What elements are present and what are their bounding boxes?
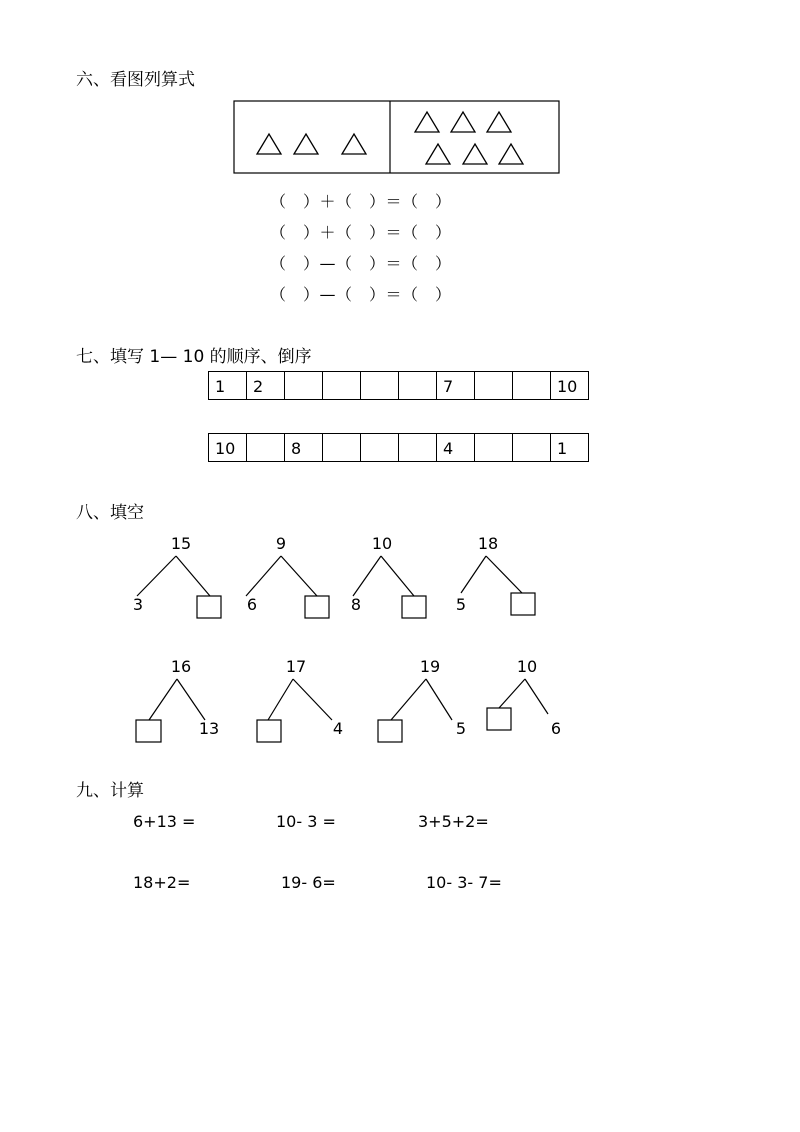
answer-box [136,720,161,742]
sequence-cell[interactable]: 1 [551,433,589,462]
tree-left-number: 5 [455,595,467,614]
calc-problem: 3+5+2= [418,812,489,831]
tree-top-number: 9 [275,534,287,553]
answer-box [511,593,535,615]
triangle-icon [415,112,439,132]
triangle-icon [257,134,281,154]
calc-problem: 10- 3- 7= [426,873,502,892]
sequence-cell[interactable]: 8 [285,433,323,462]
section6-title: 六、看图列算式 [76,70,195,90]
picture-frame [234,101,559,173]
sequence-cell[interactable]: 10 [551,371,589,400]
sequence-cell[interactable]: 2 [247,371,285,400]
triangle-icon [463,144,487,164]
section7-title: 七、填写 1— 10 的顺序、倒序 [76,347,312,367]
tree-top-number: 10 [371,534,393,553]
answer-box [402,596,426,618]
tree-top-number: 15 [170,534,192,553]
tree-top-number: 17 [285,657,307,676]
tree-top-number: 18 [477,534,499,553]
triangle-icon [426,144,450,164]
calc-problem: 19- 6= [281,873,336,892]
tree-right-number: 4 [332,719,344,738]
calc-problem: 18+2= [133,873,191,892]
sequence-cell[interactable]: 10 [209,433,247,462]
sequence-cell[interactable] [361,371,399,400]
sequence-cell[interactable]: 1 [209,371,247,400]
forward-sequence-row [208,371,589,400]
section9-title: 九、计算 [76,781,144,801]
tree-top-number: 16 [170,657,192,676]
sequence-cell[interactable] [475,371,513,400]
triangle-icon [499,144,523,164]
answer-box [487,708,511,730]
tree-right-number: 5 [455,719,467,738]
sequence-cell[interactable] [513,371,551,400]
sequence-cell[interactable] [247,433,285,462]
tree-left-number: 6 [246,595,258,614]
answer-box [197,596,221,618]
tree-lines [137,556,548,720]
sequence-cell[interactable] [285,371,323,400]
tree-right-number: 6 [550,719,562,738]
sequence-cell[interactable] [513,433,551,462]
triangle-icon [487,112,511,132]
tree-left-number: 8 [350,595,362,614]
tree-right-number: 13 [198,719,220,738]
answer-box [378,720,402,742]
answer-box [305,596,329,618]
calc-problem: 6+13 = [133,812,196,831]
sequence-cell[interactable] [361,433,399,462]
sequence-cell[interactable] [475,433,513,462]
sequence-cell[interactable]: 7 [437,371,475,400]
sequence-cell[interactable] [323,371,361,400]
reverse-sequence-row [208,433,589,462]
section8-title: 八、填空 [76,503,144,523]
triangle-icon [294,134,318,154]
tree-left-number: 3 [132,595,144,614]
sequence-cell[interactable] [323,433,361,462]
calc-problem: 10- 3 = [276,812,336,831]
sequence-cell[interactable]: 4 [437,433,475,462]
tree-top-number: 10 [516,657,538,676]
triangle-icon [342,134,366,154]
sequence-cell[interactable] [399,371,437,400]
answer-box [257,720,281,742]
triangle-icon [451,112,475,132]
equation-1: （ ）＋（ ）＝（ ） [270,192,452,211]
tree-top-number: 19 [419,657,441,676]
equation-2: （ ）＋（ ）＝（ ） [270,223,452,242]
sequence-cell[interactable] [399,433,437,462]
equation-3: （ ）—（ ）＝（ ） [270,254,452,273]
equation-4: （ ）—（ ）＝（ ） [270,285,452,304]
